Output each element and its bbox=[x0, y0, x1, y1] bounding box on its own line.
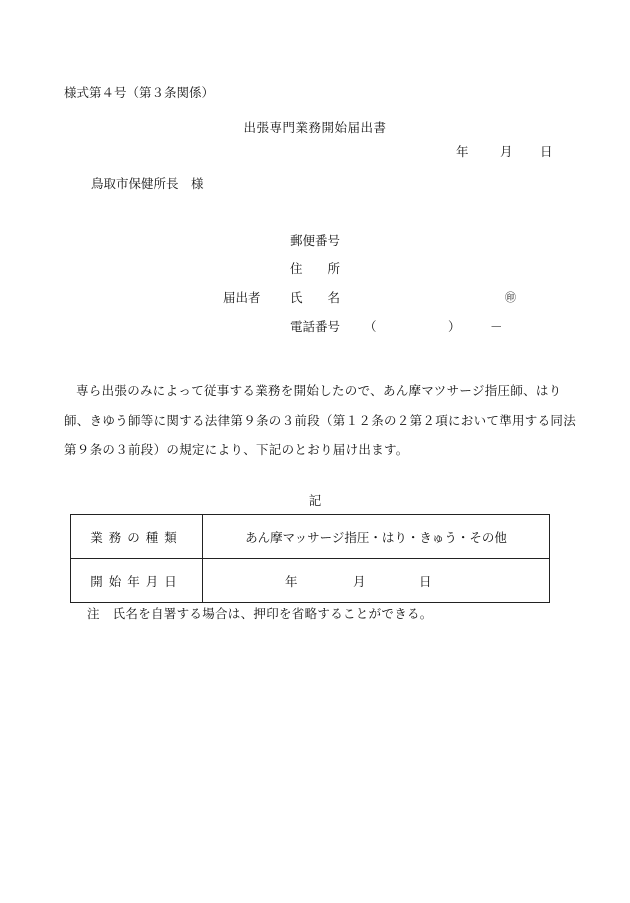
start-year-label: 年 bbox=[285, 574, 298, 589]
address-label: 住 所 bbox=[290, 261, 341, 276]
phone-close-paren: ） bbox=[448, 319, 461, 334]
ki-heading: 記 bbox=[308, 493, 322, 508]
business-type-value: あん摩マッサージ指圧・はり・きゅう・その他 bbox=[203, 515, 550, 559]
date-day-label: 日 bbox=[540, 144, 553, 159]
table-row bbox=[71, 559, 550, 603]
start-day-label: 日 bbox=[419, 574, 432, 589]
addressee: 鳥取市保健所長 様 bbox=[91, 176, 204, 191]
postal-code-label: 郵便番号 bbox=[290, 233, 341, 248]
footnote: 注 氏名を自署する場合は、押印を省略することができる。 bbox=[87, 606, 433, 621]
seal-mark: ㊞ bbox=[505, 291, 516, 304]
business-type-header: 業務の種類 bbox=[71, 515, 203, 559]
start-date-header: 開始年月日 bbox=[71, 559, 203, 603]
phone-dash: － bbox=[490, 319, 503, 334]
document-title: 出張専門業務開始届出書 bbox=[243, 120, 387, 135]
phone-open-paren: （ bbox=[364, 319, 377, 334]
details-table bbox=[70, 514, 550, 603]
date-year-label: 年 bbox=[456, 144, 469, 159]
phone-label: 電話番号 bbox=[290, 319, 341, 334]
applicant-group-label: 届出者 bbox=[223, 290, 261, 305]
table-row bbox=[71, 515, 550, 559]
date-month-label: 月 bbox=[500, 144, 513, 159]
form-number: 様式第４号（第３条関係） bbox=[64, 85, 215, 100]
start-date-value bbox=[203, 559, 550, 603]
name-label: 氏 名 bbox=[290, 290, 341, 305]
body-text: 専ら出張のみによって従事する業務を開始したので、あん摩マツサージ指圧師、はり師、きゆう師等に関する法律第９条の３前段（第１２条の２第２項において準用する同法第９条の３前段）の規定により、下記のとおり届け出ます。 bbox=[64, 383, 577, 457]
start-month-label: 月 bbox=[353, 574, 366, 589]
